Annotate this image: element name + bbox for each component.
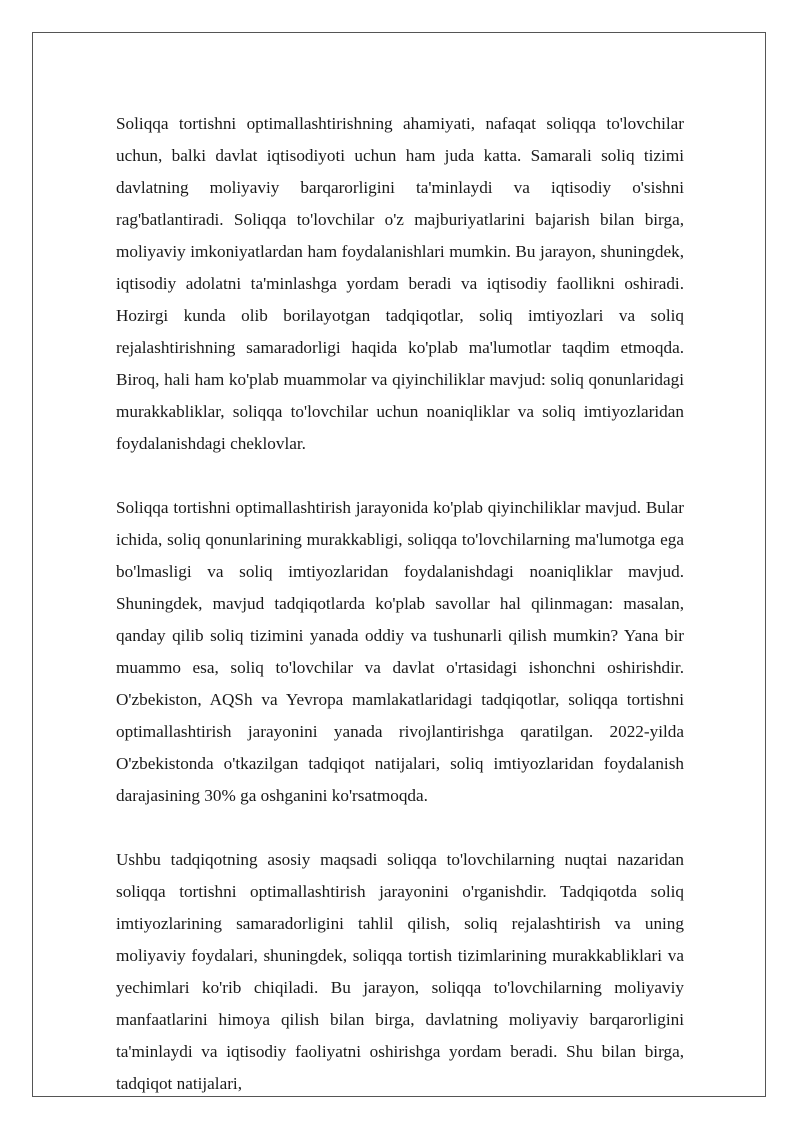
paragraph-2: Soliqqa tortishni optimallashtirish jarayonida ko'plab qiyinchiliklar mavjud. Bular ichida, soliq qonunlarining murakkabligi, soliqqa to'lovchilarning ma'lumotga ega bo'lmasligi va soliq imtiyozlaridan foydalanishdagi noaniqliklar mavjud. Shuningdek, mavjud tadqiqotlarda ko'plab savollar hal qilinmagan: masalan, qanday qilib soliq tizimini yanada oddiy va tushunarli qilish mumkin? Yana bir muammo esa, soliq to'lovchilar va davlat o'rtasidagi ishonchni oshirishdir. O'zbekiston, AQSh va Yevropa mamlakatlaridagi tadqiqotlar, soliqqa tortishni optimallashtirish jarayonini yanada rivojlantirishga qaratilgan. 2022-yilda O'zbekistonda o'tkazilgan tadqiqot natijalari, soliq imtiyozlaridan foydalanish darajasining 30% ga oshganini ko'rsatmoqda. [116,498,684,805]
document-page [32,32,766,1097]
paragraph-3: Ushbu tadqiqotning asosiy maqsadi soliqqa to'lovchilarning nuqtai nazaridan soliqqa tortishni optimallashtirish jarayonini o'rganishdir. Tadqiqotda soliq imtiyozlarining samaradorligini tahlil qilish, soliq rejalashtirish va uning moliyaviy foydalari, shuningdek, soliqqa tortish tizimlarining murakkabliklari va yechimlari ko'rib chiqiladi. Bu jarayon, soliqqa to'lovchilarning moliyaviy manfaatlarini himoya qilish bilan birga, davlatning moliyaviy barqarorligini ta'minlaydi va iqtisodiy faoliyatni oshirishga yordam beradi. Shu bilan birga, tadqiqot natijalari, [116,850,684,1093]
document-body [116,108,684,1100]
paragraph-1: Soliqqa tortishni optimallashtirishning ahamiyati, nafaqat soliqqa to'lovchilar uchun, balki davlat iqtisodiyoti uchun ham juda katta. Samarali soliq tizimi davlatning moliyaviy barqarorligini ta'minlaydi va iqtisodiy o'sishni rag'batlantiradi. Soliqqa to'lovchilar o'z majburiyatlarini bajarish bilan birga, moliyaviy imkoniyatlardan ham foydalanishlari mumkin. Bu jarayon, shuningdek, iqtisodiy adolatni ta'minlashga yordam beradi va iqtisodiy faollikni oshiradi. Hozirgi kunda olib borilayotgan tadqiqotlar, soliq imtiyozlari va soliq rejalashtirishning samaradorligi haqida ko'plab ma'lumotlar taqdim etmoqda. Biroq, hali ham ko'plab muammolar va qiyinchiliklar mavjud: soliq qonunlaridagi murakkabliklar, soliqqa to'lovchilar uchun noaniqliklar va soliq imtiyozlaridan foydalanishdagi cheklovlar. [116,114,684,453]
